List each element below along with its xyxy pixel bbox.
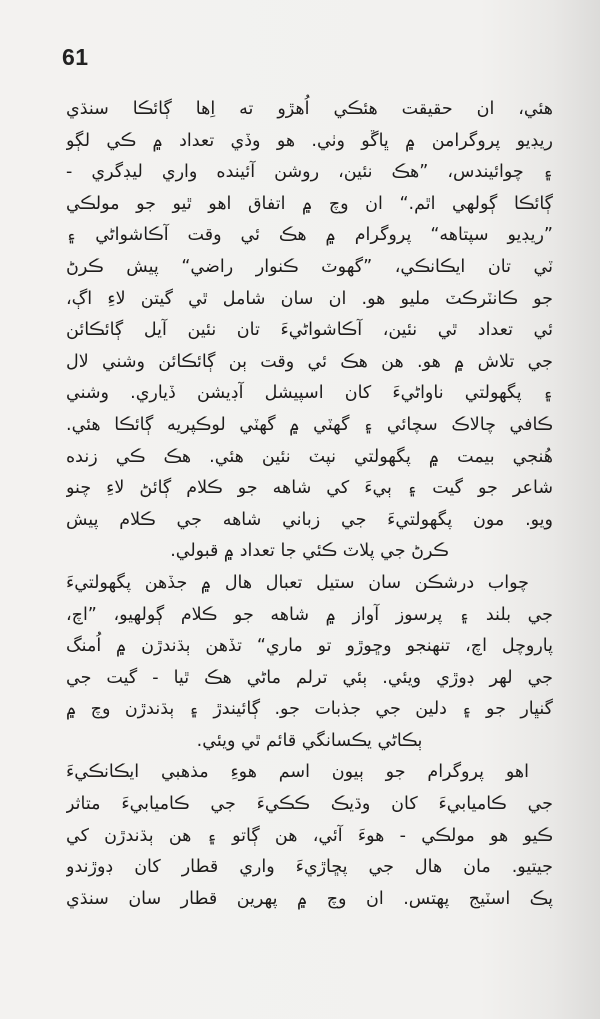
text-line-9: جي تلاش ۾ هو. هن هڪ ئي وقت ٻن ڳائڪائن وشني لال: [66, 351, 553, 372]
text-line-26: پڪ اسٽيج پهتس. ان وچ ۾ پهرين قطار سان سنڌي: [66, 888, 553, 909]
text-line-15: ڪرڻ جي پلاٽ ڪئي جا تعداد ۾ قبولي.: [170, 541, 449, 562]
text-line-14: ويو. مون پگهولتيءَ جي زباني شاهه جي ڪلام پيش: [66, 509, 553, 530]
text-line-22: اهو پروگرام جو ٻيون اسم هوءِ مذهبي ايڪانڪيءَ: [66, 762, 529, 783]
text-line-25: جيتيو. مان هال جي پڇاڙيءَ واري قطار کان ڊوڙندو: [66, 857, 553, 878]
page-number: 61: [62, 44, 89, 70]
text-line-1: هئي، ان حقيقت هئڪي اُهڙو ته اِها ڳائڪا سنڌي: [66, 99, 553, 119]
text-line-12: هُنجي بيمت ۾ پگهولتي نپٽ نئين هئي. هڪ ڪي زنده: [66, 446, 553, 467]
text-line-17: جي بلند ۽ پرسوز آواز ۾ شاهه جو ڪلام ڳولهيو، ”اچ،: [66, 604, 553, 625]
text-line-24: ڪيو هو مولڪي - هوءَ آئي، هن ڳاتو ۽ هن ٻڌندڙن کي: [66, 825, 553, 846]
text-line-20: گنڀار جو ۽ دلين جي جذبات جو. ڳائيندڙ ۽ ٻڌندڙن وچ ۾: [66, 699, 553, 720]
text-line-6: ٽي تان ايڪانڪي، ”گهوٽ ڪنوار راضي“ پيش ڪرڻ: [66, 256, 553, 277]
text-line-4: ڳائڪا ڳولهي اٿم.“ ان وچ ۾ اتفاق اهو ٿيو جو مولڪي: [66, 193, 553, 214]
text-line-2: ريڊيو پروگرامن ۾ ڀاڱو وٺي. هو وڏي تعداد ۾ ڪي لڳو: [66, 130, 553, 151]
text-line-23: جي ڪاميابيءَ کان وڌيڪ ڪڪيءَ جي ڪاميابيءَ متاثر: [66, 794, 553, 815]
text-line-13: شاعر جو گيت ۽ ٻيءَ کي شاهه جو ڪلام ڳائڻ لاءِ چنو: [66, 478, 553, 499]
text-line-19: جي لهر ڊوڙي ويئي. ٻئي ترلم ماڻي هڪ ٿيا - گيت جي: [66, 667, 553, 688]
text-line-18: پاروچل اچ، تنهنجو وڇوڙو تو ماري“ تڏهن ٻڌندڙن ۾ اُمنگ: [66, 636, 553, 657]
text-line-10: ۽ پگهولتي ناواڻيءَ کان اسپيشل آڊيشن ڏياري. وشني: [66, 383, 553, 404]
text-line-21: ٻڪاڻي يڪسانگي قائم ٿي ويئي.: [196, 730, 423, 751]
text-line-5: ”ريڊيو سپتاهه“ پروگرام ۾ هڪ ئي وقت آڪاشواڻي ۽: [66, 225, 553, 246]
text-line-11: ڪافي چالاڪ سچائي ۽ گهٽي ۾ گهٽي لوڪپريه ڳائڪا هئي.: [66, 414, 553, 435]
text-line-8: ئي تعداد ٿي نئين، آڪاشواڻيءَ تان نئين آيل ڳائڪائن: [66, 320, 553, 341]
text-line-7: جو ڪانٽرڪٽ مليو هو. ان سان شامل ٿي گيتن لاءِ اڳ،: [66, 288, 553, 309]
text-line-3: ۽ چوائيندس، ”هڪ نئين، روشن آئينده واري ليڊگري -: [66, 162, 553, 183]
page-body-text: [66, 94, 553, 915]
text-line-16: چواب درشڪن سان ستيل تعبال هال ۾ جڏهن پگهولتيءَ: [66, 572, 529, 593]
